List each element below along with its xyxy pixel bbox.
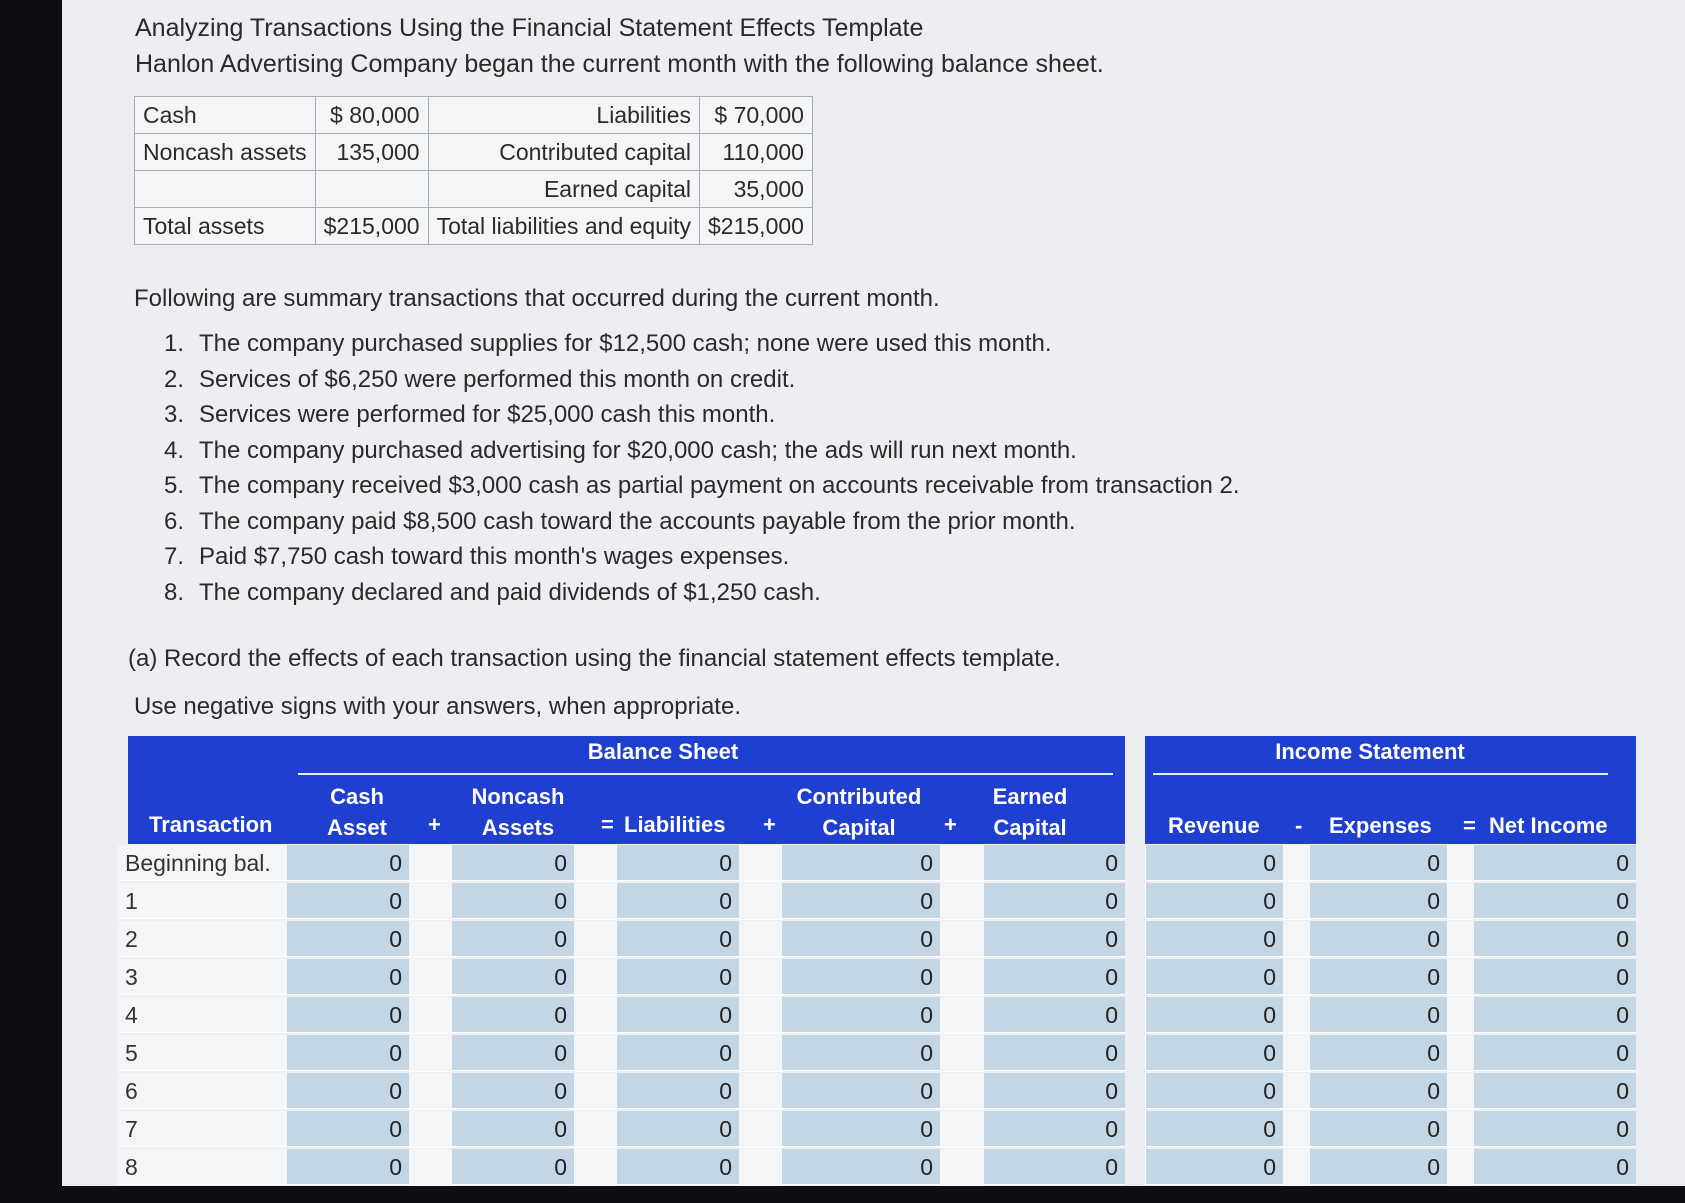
operator-gap [409, 921, 452, 958]
noncash-assets-input[interactable]: 0 [452, 959, 574, 995]
net-income-input[interactable]: 0 [1474, 1035, 1636, 1071]
operator-gap [574, 1035, 617, 1072]
operator-gap [940, 1149, 984, 1186]
panel-separator [1145, 959, 1146, 995]
net-income-input[interactable]: 0 [1474, 959, 1636, 995]
revenue-input[interactable]: 0 [1146, 1073, 1283, 1109]
claim-amount: 35,000 [700, 171, 813, 208]
earned-capital-input[interactable]: 0 [984, 1035, 1125, 1071]
earned-capital-input[interactable]: 0 [984, 959, 1125, 995]
operator-gap [940, 883, 984, 920]
asset-amount: 135,000 [315, 134, 428, 171]
part-a-instruction: (a) Record the effects of each transaction using the financial statement effects template. [128, 645, 1061, 672]
expenses-input[interactable]: 0 [1310, 997, 1447, 1033]
negative-signs-note: Use negative signs with your answers, when appropriate. [134, 693, 741, 720]
operator-gap [940, 1111, 984, 1148]
minus-operator: - [1295, 813, 1303, 838]
liabilities-input[interactable]: 0 [617, 1111, 739, 1147]
transaction-item [164, 579, 1240, 615]
operator-gap [409, 883, 452, 920]
liabilities-input[interactable]: 0 [617, 845, 739, 881]
operator-gap [940, 1035, 984, 1072]
transaction-number: 7. [164, 543, 185, 570]
panel-separator [1145, 921, 1146, 957]
template-row [62, 845, 1636, 883]
transaction-text: The company purchased advertising for $20,000 cash; the ads will run next month. [199, 436, 1077, 464]
earned-capital-input[interactable]: 0 [984, 1149, 1125, 1185]
transaction-text: Services were performed for $25,000 cash this month. [199, 401, 776, 428]
cash-asset-input[interactable]: 0 [287, 845, 409, 881]
template-row [62, 1111, 1636, 1149]
cash-asset-input[interactable]: 0 [287, 883, 409, 919]
header-divider [1153, 773, 1608, 775]
revenue-input[interactable]: 0 [1146, 997, 1283, 1033]
asset-label [135, 171, 316, 208]
operator-gap [1447, 883, 1474, 920]
balance-sheet-header [128, 736, 1125, 844]
operator-gap [1447, 997, 1474, 1034]
panel-separator [1145, 997, 1146, 1033]
operator-gap [1447, 959, 1474, 996]
revenue-input[interactable]: 0 [1146, 1035, 1283, 1071]
revenue-header: Revenue [1168, 813, 1260, 838]
asset-amount: $ 80,000 [315, 97, 428, 134]
claim-label: Earned capital [428, 171, 699, 208]
expenses-input[interactable]: 0 [1310, 845, 1447, 881]
contributed-capital-input[interactable]: 0 [782, 883, 940, 919]
transaction-list [164, 330, 1240, 614]
asset-label: Total assets [135, 208, 316, 245]
transaction-label: 6 [118, 1073, 287, 1109]
panel-separator [1125, 1149, 1145, 1185]
page-title: Analyzing Transactions Using the Financial Statement Effects Template [135, 14, 924, 42]
contributed-capital-input[interactable]: 0 [782, 1149, 940, 1185]
earned-capital-input[interactable]: 0 [984, 883, 1125, 919]
noncash-assets-input[interactable]: 0 [452, 1073, 574, 1109]
balance-sheet-row [135, 97, 813, 134]
expenses-input[interactable]: 0 [1310, 1073, 1447, 1109]
transaction-item [164, 366, 1240, 402]
cash-asset-input[interactable]: 0 [287, 959, 409, 995]
operator-gap [409, 845, 452, 882]
operator-gap [739, 1073, 782, 1110]
operator-gap [409, 997, 452, 1034]
transaction-item [164, 401, 1240, 437]
revenue-input[interactable]: 0 [1146, 959, 1283, 995]
plus-operator: + [944, 812, 957, 837]
operator-gap [409, 959, 452, 996]
operator-gap [574, 921, 617, 958]
operator-gap [574, 997, 617, 1034]
noncash-assets-input[interactable]: 0 [452, 1111, 574, 1147]
template-row [62, 921, 1636, 959]
income-statement-title: Income Statement [1275, 739, 1465, 764]
transaction-text: Paid $7,750 cash toward this month's wages expenses. [199, 543, 790, 570]
contributed-capital-input[interactable]: 0 [782, 959, 940, 995]
cash-asset-input[interactable]: 0 [287, 997, 409, 1033]
panel-separator [1125, 1073, 1145, 1109]
operator-gap [1283, 921, 1310, 958]
contributed-capital-input[interactable]: 0 [782, 921, 940, 957]
liabilities-input[interactable]: 0 [617, 1149, 739, 1185]
net-income-input[interactable]: 0 [1474, 1111, 1636, 1147]
transaction-number: 3. [164, 401, 185, 428]
asset-amount [315, 171, 428, 208]
panel-separator [1125, 1035, 1145, 1071]
panel-separator [1125, 959, 1145, 995]
panel-separator [1125, 845, 1145, 881]
expenses-input[interactable]: 0 [1310, 921, 1447, 957]
operator-gap [1447, 1073, 1474, 1110]
earned-capital-header: Earned Capital [992, 784, 1068, 840]
operator-gap [739, 1111, 782, 1148]
transaction-item [164, 330, 1240, 366]
liabilities-input[interactable]: 0 [617, 883, 739, 919]
revenue-input[interactable]: 0 [1146, 845, 1283, 881]
operator-gap [409, 1073, 452, 1110]
header-divider [298, 773, 1113, 775]
panel-separator [1125, 997, 1145, 1033]
net-income-header: Net Income [1489, 813, 1608, 838]
balance-sheet-row [135, 171, 813, 208]
asset-amount: $215,000 [315, 208, 428, 245]
cash-asset-input[interactable]: 0 [287, 1149, 409, 1185]
transaction-text: The company paid $8,500 cash toward the accounts payable from the prior month. [199, 507, 1076, 535]
net-income-input[interactable]: 0 [1474, 921, 1636, 957]
operator-gap [1283, 959, 1310, 996]
operator-gap [1283, 883, 1310, 920]
earned-capital-input[interactable]: 0 [984, 1073, 1125, 1109]
cash-asset-input[interactable]: 0 [287, 1111, 409, 1147]
operator-gap [739, 1035, 782, 1072]
operator-gap [574, 883, 617, 920]
operator-gap [1283, 1035, 1310, 1072]
cash-asset-input[interactable]: 0 [287, 921, 409, 957]
operator-gap [409, 1035, 452, 1072]
transaction-label: 2 [118, 921, 287, 957]
operator-gap [1283, 845, 1310, 882]
transaction-number: 4. [164, 436, 185, 464]
panel-separator [1125, 1111, 1145, 1147]
asset-label: Cash [135, 97, 316, 134]
transaction-number: 5. [164, 472, 185, 499]
cash-asset-input[interactable]: 0 [287, 1035, 409, 1071]
template-row [62, 1149, 1636, 1187]
revenue-input[interactable]: 0 [1146, 883, 1283, 919]
transaction-text: The company purchased supplies for $12,500 cash; none were used this month. [199, 330, 1052, 357]
net-income-input[interactable]: 0 [1474, 1073, 1636, 1109]
panel-separator [1145, 1073, 1146, 1109]
intro-text: Hanlon Advertising Company began the current month with the following balance sheet. [135, 50, 1104, 78]
template-row [62, 1035, 1636, 1073]
operator-gap [574, 1149, 617, 1186]
claim-label: Contributed capital [428, 134, 699, 171]
revenue-input[interactable]: 0 [1146, 921, 1283, 957]
claim-label: Total liabilities and equity [428, 208, 699, 245]
transaction-text: The company declared and paid dividends of $1,250 cash. [199, 578, 821, 606]
expenses-input[interactable]: 0 [1310, 1149, 1447, 1185]
net-income-input[interactable]: 0 [1474, 883, 1636, 919]
panel-separator [1125, 883, 1145, 919]
noncash-assets-header: Noncash Assets [471, 784, 565, 840]
operator-gap [574, 1111, 617, 1148]
revenue-input[interactable]: 0 [1146, 1149, 1283, 1185]
liabilities-input[interactable]: 0 [617, 997, 739, 1033]
following-text: Following are summary transactions that occurred during the current month. [134, 285, 940, 312]
panel-separator [1145, 1149, 1146, 1185]
balance-sheet-row [135, 134, 813, 171]
net-income-input[interactable]: 0 [1474, 1149, 1636, 1185]
operator-gap [574, 959, 617, 996]
transaction-number: 8. [164, 578, 185, 606]
operator-gap [1447, 1149, 1474, 1186]
contributed-capital-input[interactable]: 0 [782, 1073, 940, 1109]
operator-gap [1283, 1073, 1310, 1110]
liabilities-input[interactable]: 0 [617, 1073, 739, 1109]
income-statement-header [1145, 736, 1636, 844]
transaction-label: 8 [118, 1149, 287, 1185]
contributed-capital-input[interactable]: 0 [782, 1111, 940, 1147]
earned-capital-input[interactable]: 0 [984, 1111, 1125, 1147]
claim-amount: 110,000 [700, 134, 813, 171]
screen [62, 0, 1685, 1186]
transaction-label: Beginning bal. [118, 845, 287, 881]
claim-label: Liabilities [428, 97, 699, 134]
operator-gap [1447, 1035, 1474, 1072]
transaction-number: 1. [164, 330, 185, 357]
transaction-label: 5 [118, 1035, 287, 1071]
operator-gap [409, 1149, 452, 1186]
transaction-number: 2. [164, 365, 185, 393]
noncash-assets-input[interactable]: 0 [452, 1035, 574, 1071]
expenses-input[interactable]: 0 [1310, 1035, 1447, 1071]
transaction-item [164, 437, 1240, 473]
transaction-item [164, 472, 1240, 508]
transaction-text: The company received $3,000 cash as partial payment on accounts receivable from transaction 2. [199, 472, 1240, 499]
operator-gap [739, 883, 782, 920]
contributed-capital-input[interactable]: 0 [782, 845, 940, 881]
expenses-header: Expenses [1329, 813, 1432, 838]
operator-gap [739, 921, 782, 958]
plus-operator: + [428, 812, 441, 837]
panel-separator [1145, 1035, 1146, 1071]
noncash-assets-input[interactable]: 0 [452, 883, 574, 919]
operator-gap [1283, 997, 1310, 1034]
cash-asset-header: Cash Asset [327, 784, 387, 840]
noncash-assets-input[interactable]: 0 [452, 921, 574, 957]
beginning-balance-sheet [134, 96, 813, 245]
operator-gap [739, 959, 782, 996]
noncash-assets-input[interactable]: 0 [452, 997, 574, 1033]
operator-gap [574, 845, 617, 882]
expenses-input[interactable]: 0 [1310, 1111, 1447, 1147]
transaction-number: 6. [164, 507, 185, 535]
noncash-assets-input[interactable]: 0 [452, 845, 574, 881]
revenue-input[interactable]: 0 [1146, 1111, 1283, 1147]
operator-gap [574, 1073, 617, 1110]
panel-separator [1145, 883, 1146, 919]
liabilities-input[interactable]: 0 [617, 959, 739, 995]
operator-gap [940, 921, 984, 958]
contributed-capital-input[interactable]: 0 [782, 1035, 940, 1071]
operator-gap [1447, 921, 1474, 958]
panel-separator [1145, 845, 1146, 881]
operator-gap [739, 845, 782, 882]
transaction-item [164, 543, 1240, 579]
template-row [62, 959, 1636, 997]
operator-gap [739, 1149, 782, 1186]
net-income-input[interactable]: 0 [1474, 997, 1636, 1033]
transaction-text: Services of $6,250 were performed this month on credit. [199, 365, 796, 393]
operator-gap [940, 1073, 984, 1110]
template-row [62, 1073, 1636, 1111]
template-row [62, 997, 1636, 1035]
panel-separator [1125, 921, 1145, 957]
operator-gap [940, 845, 984, 882]
claim-amount: $215,000 [700, 208, 813, 245]
net-income-input[interactable]: 0 [1474, 845, 1636, 881]
operator-gap [940, 997, 984, 1034]
earned-capital-input[interactable]: 0 [984, 845, 1125, 881]
operator-gap [409, 1111, 452, 1148]
transaction-label: 4 [118, 997, 287, 1033]
equals-operator: = [601, 812, 614, 837]
earned-capital-input[interactable]: 0 [984, 921, 1125, 957]
template-row [62, 883, 1636, 921]
earned-capital-input[interactable]: 0 [984, 997, 1125, 1033]
transaction-label: 7 [118, 1111, 287, 1147]
transaction-item [164, 508, 1240, 544]
asset-label: Noncash assets [135, 134, 316, 171]
transaction-header: Transaction [149, 812, 273, 837]
transaction-label: 1 [118, 883, 287, 919]
operator-gap [739, 997, 782, 1034]
expenses-input[interactable]: 0 [1310, 883, 1447, 919]
operator-gap [1447, 845, 1474, 882]
balance-sheet-row [135, 208, 813, 245]
operator-gap [1447, 1111, 1474, 1148]
contributed-capital-header: Contributed Capital [796, 784, 922, 840]
panel-separator [1145, 1111, 1146, 1147]
operator-gap [940, 959, 984, 996]
liabilities-input[interactable]: 0 [617, 1035, 739, 1071]
cash-asset-input[interactable]: 0 [287, 1073, 409, 1109]
operator-gap [1283, 1111, 1310, 1148]
contributed-capital-input[interactable]: 0 [782, 997, 940, 1033]
liabilities-input[interactable]: 0 [617, 921, 739, 957]
equals-operator: = [1463, 813, 1476, 838]
expenses-input[interactable]: 0 [1310, 959, 1447, 995]
balance-sheet-title: Balance Sheet [587, 739, 739, 764]
liabilities-header: Liabilities [624, 812, 726, 837]
transaction-label: 3 [118, 959, 287, 995]
plus-operator: + [763, 812, 776, 837]
operator-gap [1283, 1149, 1310, 1186]
noncash-assets-input[interactable]: 0 [452, 1149, 574, 1185]
claim-amount: $ 70,000 [700, 97, 813, 134]
